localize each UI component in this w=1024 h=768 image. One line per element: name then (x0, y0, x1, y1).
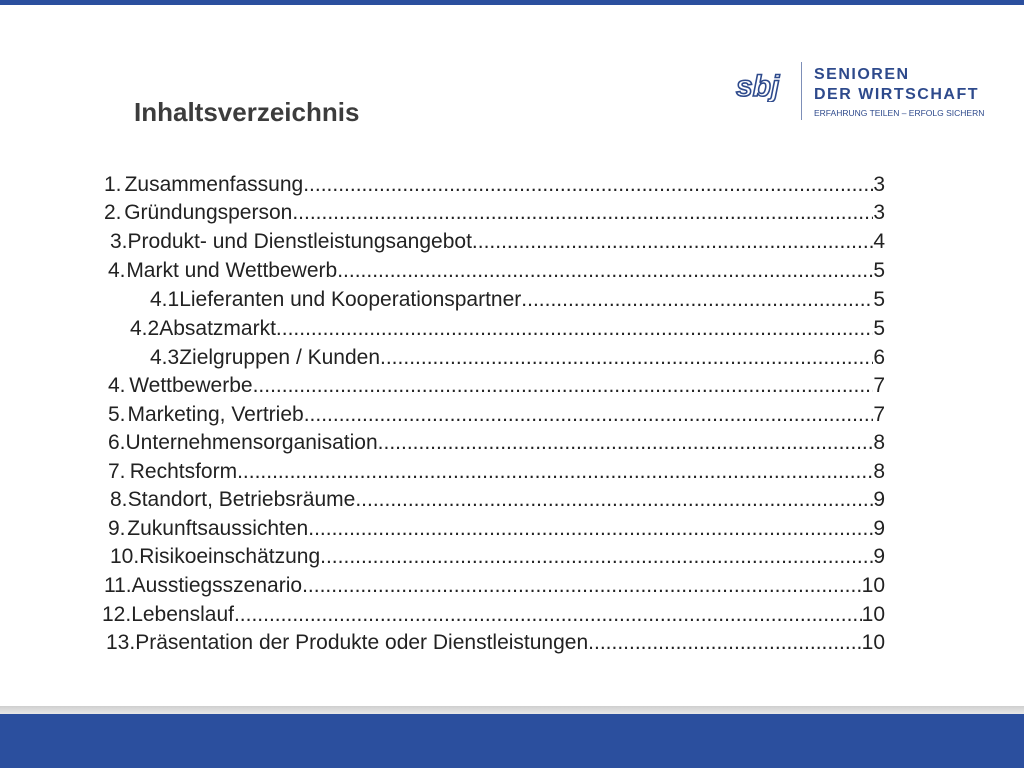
toc-leader-dots (237, 459, 873, 485)
toc-label: Lieferanten und Kooperationspartner (179, 288, 522, 311)
toc-label: Wettbewerbe (129, 374, 253, 397)
toc-number: 6. (108, 431, 126, 454)
toc-entry (106, 630, 885, 656)
toc-leader-dots (320, 544, 873, 570)
toc-entry (108, 402, 885, 428)
toc-entry (104, 172, 885, 198)
toc-number: 11. (104, 574, 132, 597)
toc-page-number: 8 (873, 431, 885, 454)
toc-leader-dots (276, 316, 873, 342)
footer-gradient (0, 706, 1024, 714)
toc-label: Zukunftsaussichten (127, 517, 309, 540)
toc-leader-dots (308, 516, 873, 542)
toc-entry (110, 544, 885, 570)
toc-label: Marketing, Vertrieb (127, 403, 304, 426)
toc-number: 3. (110, 230, 128, 253)
toc-entry (104, 573, 885, 599)
toc-label: Zusammenfassung (124, 173, 304, 196)
toc-number: 2. (104, 201, 122, 224)
toc-number: 5. (108, 403, 126, 426)
toc-label: Rechtsform (129, 460, 238, 483)
toc-leader-dots (304, 402, 874, 428)
toc-label: Zielgruppen / Kunden (179, 346, 381, 369)
toc-leader-dots (380, 345, 873, 371)
toc-number: 12. (102, 603, 132, 626)
logo-tagline: ERFAHRUNG TEILEN – ERFOLG SICHERN (814, 108, 985, 118)
toc-entry (130, 316, 885, 342)
toc-entry (108, 430, 885, 456)
toc-label: Unternehmensorganisation (125, 431, 378, 454)
toc-label: Risikoeinschätzung (139, 545, 321, 568)
toc-entry (108, 516, 885, 542)
logo-line-1: SENIOREN (814, 66, 910, 83)
toc-entry (104, 200, 885, 226)
toc-leader-dots (303, 172, 873, 198)
toc-label: Markt und Wettbewerb (126, 259, 338, 282)
toc-number: 13. (106, 631, 136, 654)
toc-page-number: 10 (861, 574, 885, 597)
toc-number: 4.1 (150, 288, 180, 311)
toc-page-number: 7 (873, 374, 885, 397)
toc-page-number: 9 (873, 517, 885, 540)
toc-leader-dots (588, 630, 861, 656)
toc-entry (108, 258, 885, 284)
toc-label: Absatzmarkt (159, 317, 276, 340)
toc-page-number: 7 (873, 403, 885, 426)
toc-page-number: 9 (873, 488, 885, 511)
toc-entry (150, 345, 885, 371)
logo-mark-text: sbj (736, 70, 780, 102)
toc-label: Produkt- und Dienstleistungsangebot (127, 230, 472, 253)
toc-leader-dots (302, 573, 862, 599)
toc-page-number: 5 (873, 317, 885, 340)
toc-page-number: 6 (873, 346, 885, 369)
toc-number: 10. (110, 545, 140, 568)
toc-number: 9. (108, 517, 126, 540)
toc-leader-dots (355, 487, 873, 513)
toc-leader-dots (253, 373, 874, 399)
toc-label: Präsentation der Produkte oder Dienstleistungen (135, 631, 589, 654)
toc-page-number: 3 (873, 173, 885, 196)
footer-blue-bar (0, 714, 1024, 768)
toc-page-number: 10 (861, 631, 885, 654)
toc-label: Lebenslauf (131, 603, 234, 626)
toc-entry (108, 459, 885, 485)
toc-number: 8. (110, 488, 128, 511)
toc-number: 4.2 (130, 317, 160, 340)
page-title: Inhaltsverzeichnis (134, 97, 360, 127)
toc-leader-dots (521, 287, 873, 313)
toc-number: 4.3 (150, 346, 180, 369)
toc-number: 4. (108, 374, 126, 397)
toc-page-number: 10 (861, 603, 885, 626)
toc-page-number: 9 (873, 545, 885, 568)
toc-label: Gründungsperson (124, 201, 293, 224)
toc-label: Standort, Betriebsräume (127, 488, 356, 511)
logo-line-2: DER WIRTSCHAFT (814, 86, 979, 103)
toc-page-number: 3 (873, 201, 885, 224)
toc-page-number: 5 (873, 288, 885, 311)
toc-leader-dots (472, 229, 873, 255)
toc-entry (110, 487, 885, 513)
toc-leader-dots (234, 602, 862, 628)
toc-entry (102, 602, 885, 628)
toc-page-number: 4 (873, 230, 885, 253)
toc-label: Ausstiegsszenario (131, 574, 303, 597)
toc-number: 4. (108, 259, 126, 282)
toc-number: 7. (108, 460, 126, 483)
toc-leader-dots (337, 258, 873, 284)
toc-leader-dots (292, 200, 873, 226)
toc-entry (110, 229, 885, 255)
toc-entry (108, 373, 885, 399)
toc-leader-dots (378, 430, 874, 456)
toc-page-number: 5 (873, 259, 885, 282)
toc-number: 1. (104, 173, 122, 196)
toc-page-number: 8 (873, 460, 885, 483)
toc-entry (150, 287, 885, 313)
footer-band (0, 706, 1024, 768)
